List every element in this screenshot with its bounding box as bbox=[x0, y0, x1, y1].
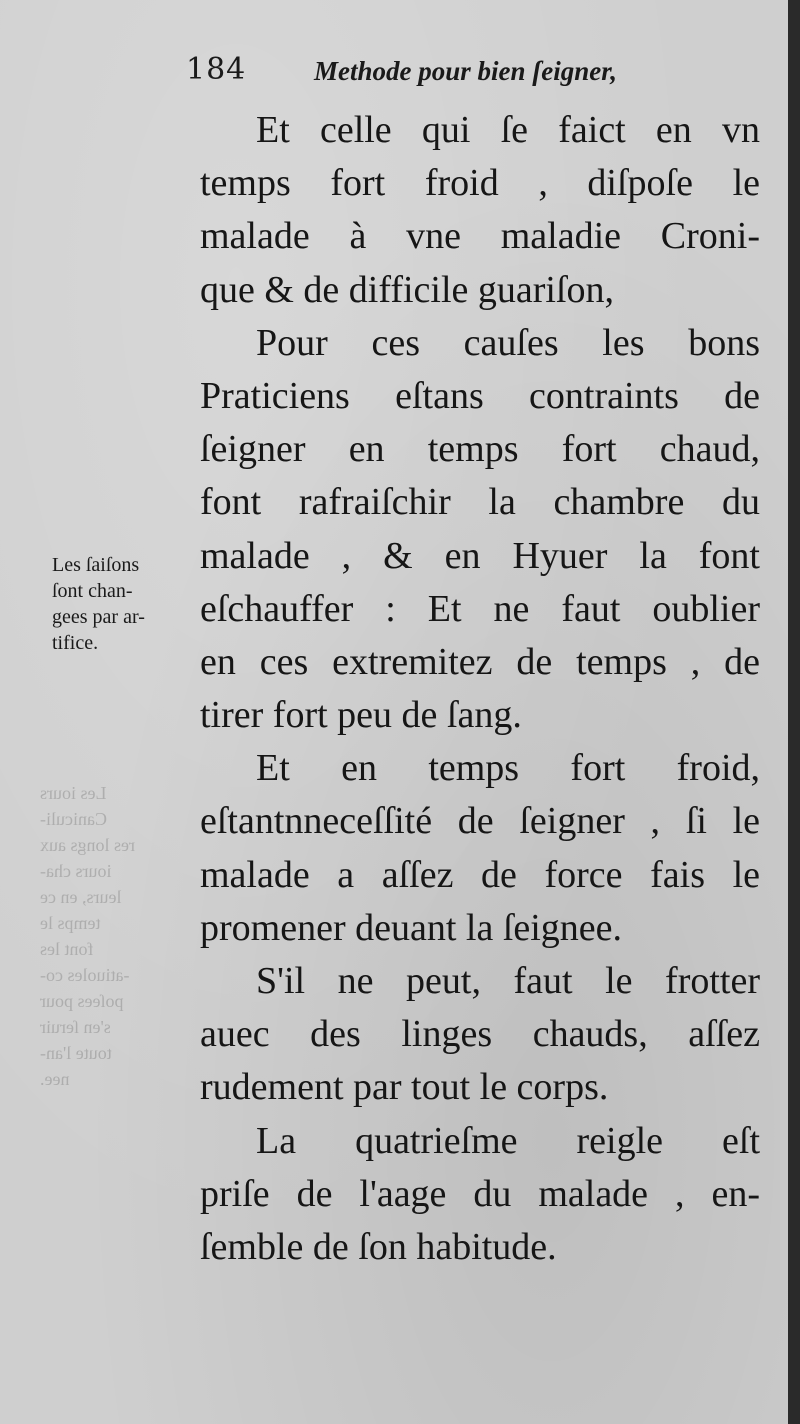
text-line: que & de difficile guariſon, bbox=[200, 268, 615, 311]
text-line: auec des linges chauds, aſſez bbox=[200, 1013, 760, 1056]
margin-note-line: gees par ar- bbox=[52, 606, 145, 628]
text-line: Et celle qui ſe faict en vn bbox=[256, 109, 760, 151]
page-edge-shadow bbox=[788, 0, 800, 1424]
page-header bbox=[186, 52, 726, 98]
page-number: 184 bbox=[186, 52, 247, 87]
bleed-line: res longs aux bbox=[40, 835, 135, 855]
text-line: Praticiens eſtans contraints de bbox=[200, 374, 760, 417]
text-line: promener deuant la ſeignee. bbox=[200, 906, 623, 949]
text-line: S'il ne peut, faut le frotter bbox=[256, 960, 760, 1002]
bleed-line: poſees pour bbox=[40, 991, 124, 1011]
running-title: Methode pour bien ſeigner, bbox=[314, 56, 618, 86]
text-line: malade a aſſez de force fais le bbox=[200, 853, 760, 896]
bleed-line: font les bbox=[40, 939, 94, 959]
margin-note-line: tifice. bbox=[52, 632, 99, 654]
bleed-line: -atiuoles co- bbox=[40, 965, 130, 985]
text-line: La quatrieſme reigle eſt bbox=[256, 1119, 760, 1162]
text-line: font rafraiſchir la chambre du bbox=[200, 481, 760, 524]
text-line: Et en temps fort froid, bbox=[256, 747, 760, 790]
text-line: rudement par tout le corps. bbox=[200, 1066, 609, 1109]
bleed-line: temps le bbox=[40, 913, 101, 933]
text-line: ſeigner en temps fort chaud, bbox=[200, 428, 760, 471]
bleed-through-text bbox=[40, 780, 190, 1092]
text-line: priſe de l'aage du malade , en- bbox=[200, 1172, 760, 1215]
bleed-line: s'en ſeruir bbox=[40, 1017, 111, 1037]
bleed-line: toute l'an- bbox=[40, 1043, 112, 1063]
main-text bbox=[200, 104, 760, 1274]
bleed-line: Caniculi- bbox=[40, 809, 107, 829]
bleed-line: Les iours bbox=[40, 783, 107, 803]
bleed-line: nee. bbox=[40, 1069, 70, 1089]
text-line: eſtantnneceſſité de ſeigner , ſi le bbox=[200, 800, 760, 843]
text-line: temps fort froid , diſpoſe le bbox=[200, 162, 760, 205]
text-line: tirer fort peu de ſang. bbox=[200, 694, 522, 737]
text-line: malade à vne maladie Croni- bbox=[200, 215, 760, 258]
margin-note bbox=[52, 552, 182, 656]
text-line: malade , & en Hyuer la font bbox=[200, 534, 760, 577]
margin-note-line: Les ſaiſons bbox=[52, 554, 140, 576]
bleed-line: iours cha- bbox=[40, 861, 112, 881]
margin-note-line: ſont chan- bbox=[52, 580, 133, 602]
text-line: en ces extremitez de temps , de bbox=[200, 640, 760, 683]
bleed-line: leurs, en ce bbox=[40, 887, 122, 907]
text-line: Pour ces cauſes les bons bbox=[256, 321, 760, 364]
text-line: eſchauffer : Et ne faut oublier bbox=[200, 587, 760, 630]
text-line: ſemble de ſon habitude. bbox=[200, 1225, 557, 1268]
